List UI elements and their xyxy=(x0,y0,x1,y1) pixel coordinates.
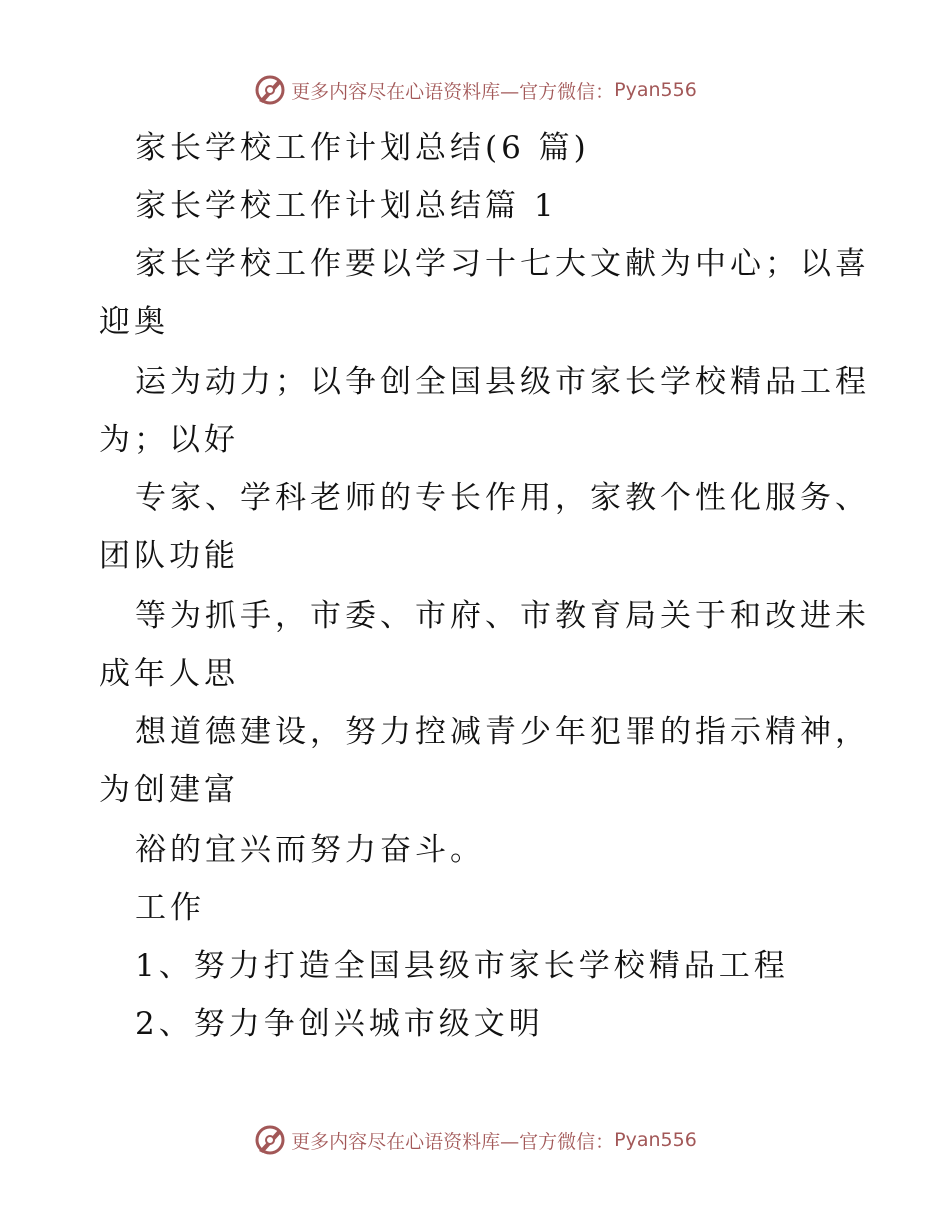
paragraph-line: 迎奥 xyxy=(99,304,169,340)
watermark-text: 更多内容尽在心语资料库—官方微信： xyxy=(291,80,615,103)
footer-watermark xyxy=(0,1120,950,1160)
header-watermark xyxy=(0,70,950,110)
paragraph-line: 为创建富 xyxy=(99,772,239,808)
paragraph-line: 成年人思 xyxy=(99,656,239,692)
document-title: 家长学校工作计划总结(6 篇) xyxy=(135,130,590,166)
section-heading: 家长学校工作计划总结篇 1 xyxy=(135,188,558,224)
subheading: 工作 xyxy=(135,890,205,926)
watermark-wechat-id: Pyan556 xyxy=(614,1129,697,1151)
paragraph-line: 想道德建设，努力控减青少年犯罪的指示精神， xyxy=(135,714,870,750)
paragraph-line: 家长学校工作要以学习十七大文献为中心；以喜 xyxy=(135,246,870,282)
paragraph-line: 团队功能 xyxy=(99,538,239,574)
paragraph-line: 为；以好 xyxy=(99,422,239,458)
paragraph-line: 等为抓手，市委、市府、市教育局关于和改进未 xyxy=(135,598,870,634)
quill-logo-icon xyxy=(253,1123,287,1157)
watermark-wechat-id: Pyan556 xyxy=(614,79,697,101)
paragraph-line: 裕的宜兴而努力奋斗。 xyxy=(135,832,485,868)
paragraph-line: 运为动力；以争创全国县级市家长学校精品工程 xyxy=(135,364,870,400)
quill-logo-icon xyxy=(253,73,287,107)
paragraph-line: 专家、学科老师的专长作用，家教个性化服务、 xyxy=(135,480,870,516)
watermark-text: 更多内容尽在心语资料库—官方微信： xyxy=(291,1130,615,1153)
list-item: 2、努力争创兴城市级文明 xyxy=(135,1006,544,1042)
list-item: 1、努力打造全国县级市家长学校精品工程 xyxy=(135,948,789,984)
